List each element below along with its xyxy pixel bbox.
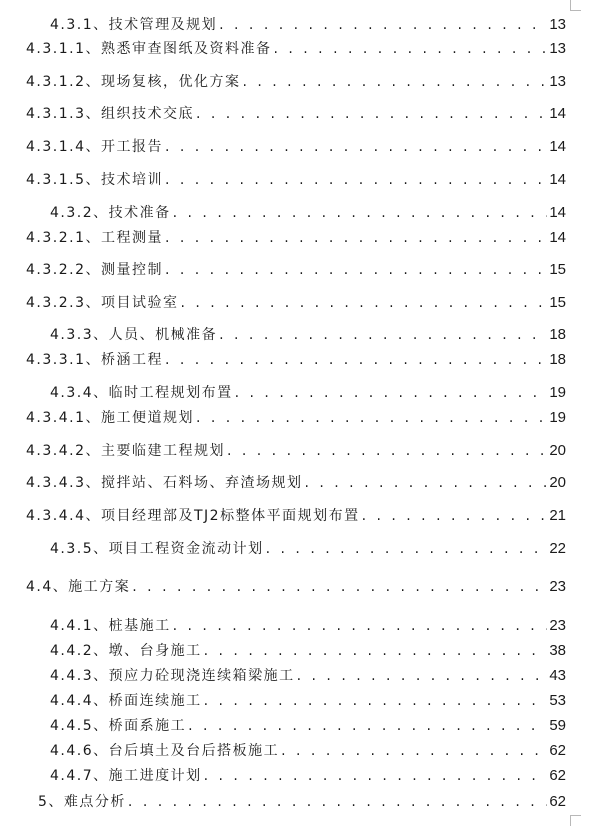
toc-page-number: 38: [549, 642, 566, 659]
toc-page-number: 59: [549, 717, 566, 734]
toc-entry[interactable]: [26, 405, 566, 427]
toc-entry-title: 4.4.6、台后填土及台后搭板施工: [50, 743, 280, 759]
toc-entry-title: 4.4.7、施工进度计划: [50, 768, 202, 784]
toc-entry-title: 4.4.2、墩、台身施工: [50, 643, 202, 659]
toc-page-number: 14: [549, 138, 566, 155]
toc-entry[interactable]: [26, 257, 566, 279]
toc-page-number: 13: [549, 73, 566, 90]
toc-page-number: 14: [549, 229, 566, 246]
toc-leader: [204, 767, 548, 785]
toc-entry-title: 4.3.4.1、施工便道规划: [26, 410, 194, 426]
toc-entry-title: 4.3.1.3、组织技术交底: [26, 106, 194, 122]
toc-page-number: 13: [549, 40, 566, 57]
toc-entry[interactable]: [50, 380, 566, 402]
toc-leader: [273, 40, 547, 58]
toc-page-number: 18: [549, 351, 566, 368]
toc-entry-title: 4.3.2.2、测量控制: [26, 262, 163, 278]
toc-entry-title: 4.3.2.1、工程测量: [26, 230, 163, 246]
toc-leader: [362, 507, 548, 525]
toc-entry[interactable]: [26, 225, 566, 247]
toc-entry-title: 4.3.1、技术管理及规划: [50, 17, 218, 33]
toc-entry[interactable]: [26, 470, 566, 492]
toc-leader: [242, 73, 547, 91]
toc-leader: [204, 692, 548, 710]
toc-entry[interactable]: [26, 167, 566, 189]
toc-entry[interactable]: [50, 322, 566, 344]
toc-page-number: 14: [549, 105, 566, 122]
toc-entry[interactable]: [50, 738, 566, 760]
toc-page-number: 18: [549, 326, 566, 343]
toc-entry-title: 4.3.4.3、搅拌站、石料场、弃渣场规划: [26, 475, 303, 491]
toc-entry-title: 4.4.1、桩基施工: [50, 618, 171, 634]
toc-entry[interactable]: [26, 574, 566, 596]
toc-entry[interactable]: [26, 438, 566, 460]
toc-entry-title: 4.4.5、桥面系施工: [50, 718, 187, 734]
toc-leader: [235, 384, 548, 402]
toc-page-number: 22: [549, 540, 566, 557]
toc-leader: [173, 204, 548, 222]
toc-leader: [204, 642, 548, 660]
toc-entry-title: 4.3.4、临时工程规划布置: [50, 385, 233, 401]
toc-leader: [188, 717, 547, 735]
toc-entry-title: 4.3.3.1、桥涵工程: [26, 352, 163, 368]
toc-page-number: 20: [549, 442, 566, 459]
toc-leader: [281, 742, 547, 760]
toc-entry[interactable]: [26, 503, 566, 525]
toc-entry-title: 4.3.1.2、现场复核，优化方案: [26, 74, 241, 90]
toc-page-number: 19: [549, 409, 566, 426]
toc-entry[interactable]: [50, 713, 566, 735]
toc-leader: [219, 16, 547, 34]
toc-entry-title: 4.3.1.1、熟悉审查图纸及资料准备: [26, 41, 272, 57]
toc-page-number: 62: [549, 742, 566, 759]
toc-entry-title: 4.3.2.3、项目试验室: [26, 295, 179, 311]
toc-page-number: 15: [549, 294, 566, 311]
toc-leader: [304, 474, 547, 492]
toc-page-number: 15: [549, 261, 566, 278]
toc-page-number: 23: [549, 617, 566, 634]
toc-entry-title: 4.3.3、人员、机械准备: [50, 327, 218, 343]
toc-entry-title: 4.3.1.5、技术培训: [26, 172, 163, 188]
toc-leader: [165, 138, 547, 156]
toc-page-number: 43: [549, 667, 566, 684]
toc-leader: [128, 793, 547, 811]
toc-entry[interactable]: [50, 613, 566, 635]
toc-entry[interactable]: [50, 200, 566, 222]
toc-leader: [196, 409, 547, 427]
toc-entry-title: 4.3.2、技术准备: [50, 205, 171, 221]
toc-entry[interactable]: [50, 12, 566, 34]
toc-entry[interactable]: [38, 789, 566, 811]
toc-entry-title: 4.4、施工方案: [26, 579, 131, 595]
toc-leader: [165, 261, 547, 279]
toc-page-number: 23: [549, 578, 566, 595]
toc-entry-title: 5、难点分析: [38, 794, 126, 810]
toc-leader: [196, 105, 547, 123]
toc-leader: [132, 578, 547, 596]
toc-entry[interactable]: [26, 290, 566, 312]
toc-leader: [297, 667, 548, 685]
toc-page-number: 13: [549, 16, 566, 33]
toc-entry[interactable]: [26, 347, 566, 369]
toc-leader: [227, 442, 547, 460]
toc-entry-title: 4.3.4.2、主要临建工程规划: [26, 443, 225, 459]
toc-leader: [165, 171, 547, 189]
toc-entry[interactable]: [26, 134, 566, 156]
toc-entry-title: 4.4.3、预应力砼现浇连续箱梁施工: [50, 668, 295, 684]
toc-leader: [266, 540, 548, 558]
toc-leader: [165, 229, 547, 247]
toc-page-number: 62: [549, 767, 566, 784]
toc-entry-title: 4.3.5、项目工程资金流动计划: [50, 541, 264, 557]
toc-page-number: 14: [549, 171, 566, 188]
toc-page-number: 21: [549, 507, 566, 524]
toc-page-number: 14: [549, 204, 566, 221]
toc-page-number: 62: [549, 793, 566, 810]
toc-entry[interactable]: [26, 69, 566, 91]
toc-leader: [165, 351, 547, 369]
toc-page-number: 19: [549, 384, 566, 401]
toc-page-number: 53: [549, 692, 566, 709]
toc-entry[interactable]: [26, 101, 566, 123]
toc-entry[interactable]: [26, 36, 566, 58]
toc-leader: [219, 326, 547, 344]
toc-entry[interactable]: [50, 688, 566, 710]
toc-entry[interactable]: [50, 663, 566, 685]
toc-entry[interactable]: [50, 536, 566, 558]
toc-page-number: 20: [549, 474, 566, 491]
toc-leader: [173, 617, 548, 635]
toc-entry[interactable]: [50, 638, 566, 660]
toc-entry-title: 4.4.4、桥面连续施工: [50, 693, 202, 709]
toc-entry-title: 4.3.1.4、开工报告: [26, 139, 163, 155]
toc-entry[interactable]: [50, 763, 566, 785]
toc-entry-title: 4.3.4.4、项目经理部及TJ2标整体平面规划布置: [26, 508, 360, 524]
toc-leader: [180, 294, 547, 312]
